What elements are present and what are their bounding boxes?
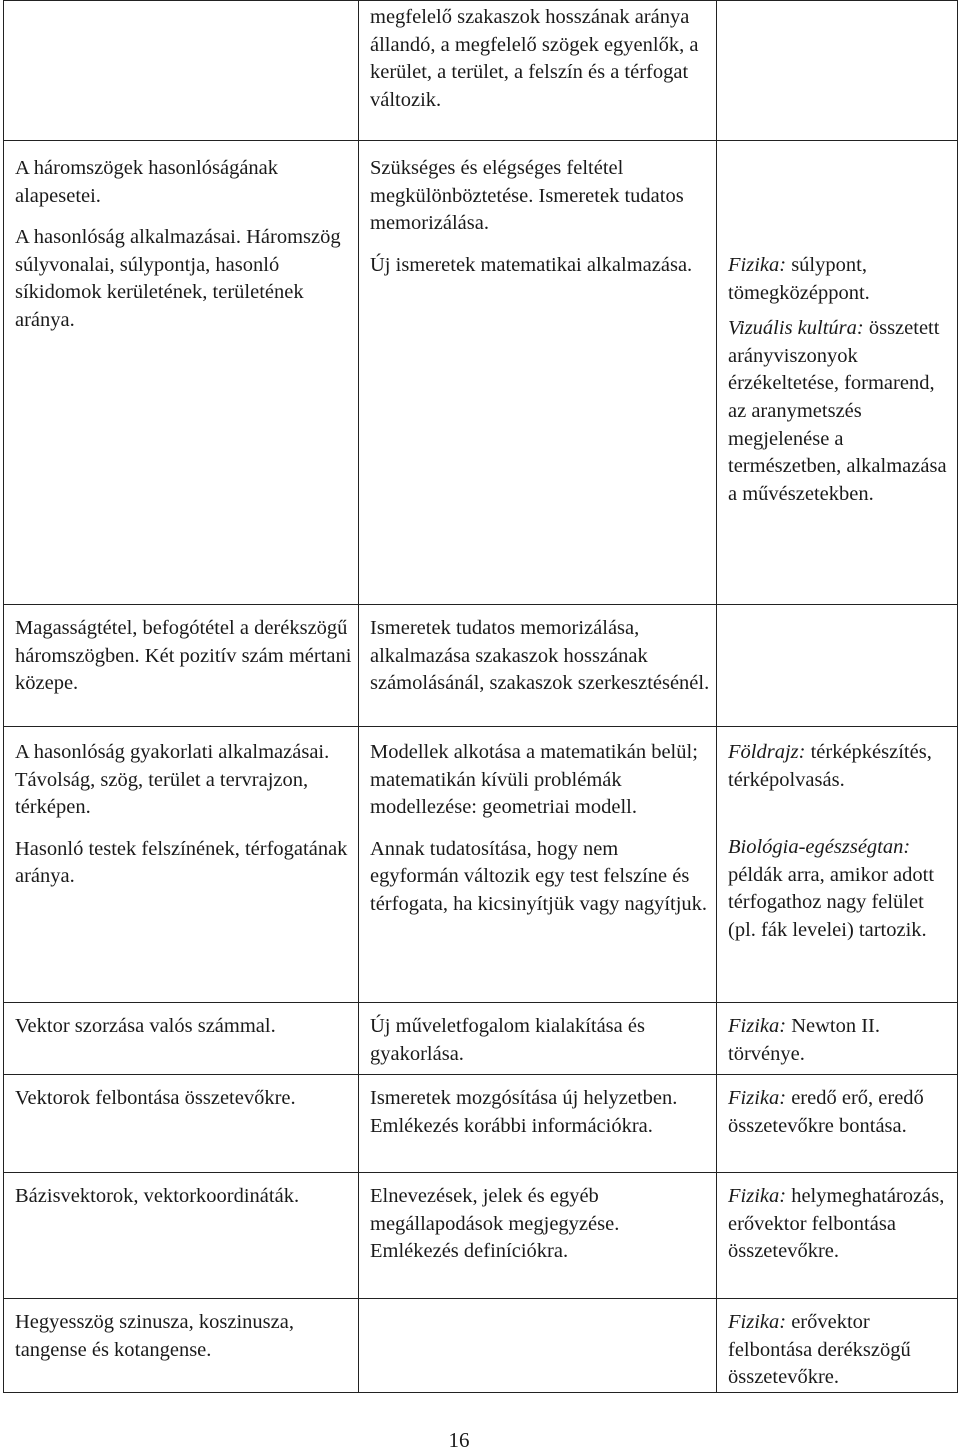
connection-cell	[717, 605, 958, 727]
connection-cell	[717, 1003, 958, 1075]
activity-text: Szükséges és elégséges feltétel megkülönböztetése. Ismeretek tudatos memorizálása.	[370, 157, 684, 235]
subject-label: Biológia-egészségtan:	[728, 836, 911, 859]
connection-detail: helymeghatározás, erővektor felbontása összetevőkre.	[728, 1185, 945, 1263]
connection-text	[728, 1309, 951, 1392]
connection-cell	[717, 141, 958, 605]
activity-text: Ismeretek mozgósítása új helyzetben. Emlékezés korábbi információkra.	[370, 1087, 678, 1137]
activity-cell	[359, 1003, 717, 1075]
topic-text: Vektorok felbontása összetevőkre.	[15, 1087, 296, 1109]
connection-text	[728, 834, 951, 944]
subject-label: Fizika:	[728, 254, 787, 276]
subject-label: Fizika:	[728, 1311, 787, 1333]
topic-text: Hegyesszög szinusza, koszinusza, tangense és kotangense.	[15, 1311, 294, 1361]
subject-label: Vizuális kultúra:	[728, 317, 864, 340]
table-row	[4, 1075, 958, 1173]
connection-detail: súlypont, tömegközéppont.	[728, 254, 870, 304]
subject-label: Fizika:	[728, 1015, 787, 1037]
table-row	[4, 1, 958, 141]
page-number: 16	[448, 1428, 470, 1452]
activity-cell	[359, 1075, 717, 1173]
connection-text	[728, 1085, 951, 1140]
topic-text: Magasságtétel, befogótétel a derékszögű háromszögben. Két pozitív szám mértani közepe.	[15, 617, 352, 695]
connection-cell	[717, 1075, 958, 1173]
connection-text	[728, 1183, 951, 1266]
table-row	[4, 141, 958, 605]
connection-cell	[717, 727, 958, 1003]
connection-text	[728, 1013, 951, 1068]
activity-cell	[359, 605, 717, 727]
topic-cell	[4, 1299, 359, 1393]
activity-text: megfelelő szakaszok hosszának aránya állandó, a megfelelő szögek egyenlők, a kerület, a terület, a felszín és a térfogat változik.	[370, 6, 699, 111]
table-row	[4, 1299, 958, 1393]
topic-text: Hasonló testek felszínének, térfogatának aránya.	[15, 837, 348, 888]
activity-text: Annak tudatosítása, hogy nem egyformán változik egy test felszíne és térfogata, ha kicsinyítjük vagy nagyítjuk.	[370, 837, 708, 915]
connection-detail: térképkészítés, térképolvasás.	[728, 741, 932, 791]
connection-detail: erővektor felbontása derékszögű összetevőkre.	[728, 1311, 911, 1389]
topic-cell	[4, 605, 359, 727]
topic-text: A hasonlóság alkalmazásai. Háromszög súlyvonalai, súlypontja, hasonló síkidomok kerületének, területének aránya.	[15, 226, 341, 331]
connection-cell	[717, 1, 958, 141]
activity-cell	[359, 1173, 717, 1299]
connection-text	[728, 315, 951, 508]
topic-cell	[4, 1003, 359, 1075]
topic-cell	[4, 1, 359, 141]
topic-text: A hasonlóság gyakorlati alkalmazásai. Távolság, szög, terület a tervrajzon, térképen.	[15, 741, 330, 819]
activity-cell	[359, 727, 717, 1003]
connection-text	[728, 739, 951, 794]
topic-text: Vektor szorzása valós számmal.	[15, 1015, 276, 1037]
connection-detail: eredő erő, eredő összetevőkre bontása.	[728, 1087, 924, 1137]
activity-cell	[359, 141, 717, 605]
activity-cell	[359, 1, 717, 141]
table-row	[4, 605, 958, 727]
connection-cell	[717, 1299, 958, 1393]
connection-detail: összetett arányviszonyok érzékeltetése, formarend, az aranymetszés megjelenése a természetben, alkalmazása a művészetekben.	[728, 317, 947, 505]
activity-text: Modellek alkotása a matematikán belül; matematikán kívüli problémák modellezése: geometriai modell.	[370, 741, 698, 819]
topic-cell	[4, 1173, 359, 1299]
table-row	[4, 727, 958, 1003]
topic-text: Bázisvektorok, vektorkoordináták.	[15, 1185, 300, 1207]
subject-label: Földrajz:	[728, 741, 806, 763]
table-row	[4, 1003, 958, 1075]
subject-label: Fizika:	[728, 1185, 787, 1207]
activity-text: Új műveletfogalom kialakítása és gyakorlása.	[370, 1015, 645, 1065]
curriculum-table	[3, 0, 958, 1393]
activity-text: Új ismeretek matematikai alkalmazása.	[370, 253, 693, 276]
activity-cell	[359, 1299, 717, 1393]
topic-text: A háromszögek hasonlóságának alapesetei.	[15, 157, 279, 207]
table-row	[4, 1173, 958, 1299]
connection-detail: példák arra, amikor adott térfogathoz nagy felület (pl. fák levelei) tartozik.	[728, 863, 935, 941]
activity-text: Ismeretek tudatos memorizálása, alkalmazása szakaszok hosszának számolásánál, szakaszok szerkesztésénél.	[370, 617, 710, 695]
topic-cell	[4, 727, 359, 1003]
connection-cell	[717, 1173, 958, 1299]
connection-text	[728, 252, 951, 307]
topic-cell	[4, 1075, 359, 1173]
topic-cell	[4, 141, 359, 605]
connection-detail: Newton II. törvénye.	[728, 1015, 881, 1065]
activity-text: Elnevezések, jelek és egyéb megállapodások megjegyzése. Emlékezés definíciókra.	[370, 1185, 620, 1263]
subject-label: Fizika:	[728, 1087, 787, 1109]
